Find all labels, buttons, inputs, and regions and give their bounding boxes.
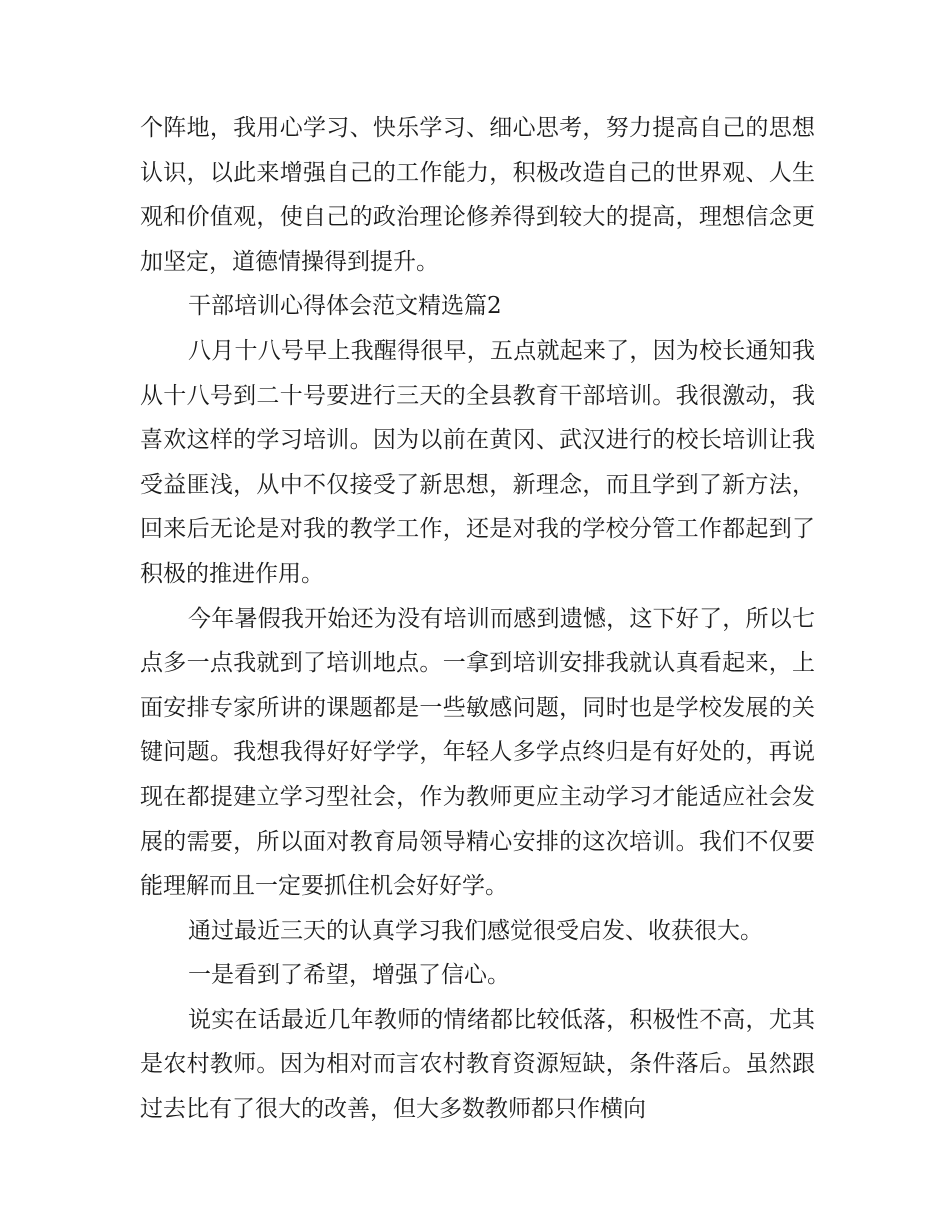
document-page (140, 106, 815, 1132)
paragraph: 八月十八号早上我醒得很早，五点就起来了，因为校长通知我从十八号到二十号要进行三天的全县教育干部培训。我很激动，我喜欢这样的学习培训。因为以前在黄冈、武汉进行的校长培训让我受益匪浅，从中不仅接受了新思想，新理念，而且学到了新方法，回来后无论是对我的教学工作，还是对我的学校分管工作都起到了积极的推进作用。 (140, 337, 815, 587)
paragraph: 一是看到了希望，增强了信心。 (188, 962, 510, 989)
paragraph: 今年暑假我开始还为没有培训而感到遗憾，这下好了，所以七点多一点我就到了培训地点。一拿到培训安排我就认真看起来，上面安排专家所讲的课题都是一些敏感问题，同时也是学校发展的关键问题。我想我得好好学学，年轻人多学点终归是有好处的，再说现在都提建立学习型社会，作为教师更应主动学习才能适应社会发展的需要，所以面对教育局领导精心安排的这次培训。我们不仅要能理解而且一定要抓住机会好好学。 (140, 605, 815, 900)
paragraph-continuation: 个阵地，我用心学习、快乐学习、细心思考，努力提高自己的思想认识，以此来增强自己的工作能力，积极改造自己的世界观、人生观和价值观，使自己的政治理论修养得到较大的提高，理想信念更加坚定，道德情操得到提升。 (140, 115, 815, 275)
paragraph: 通过最近三天的认真学习我们感觉很受启发、收获很大。 (188, 917, 763, 944)
paragraph: 说实在话最近几年教师的情绪都比较低落，积极性不高，尤其是农村教师。因为相对而言农村教育资源短缺，条件落后。虽然跟过去比有了很大的改善，但大多数教师都只作横向 (140, 1006, 815, 1123)
section-heading: 干部培训心得体会范文精选篇2 (188, 293, 502, 320)
